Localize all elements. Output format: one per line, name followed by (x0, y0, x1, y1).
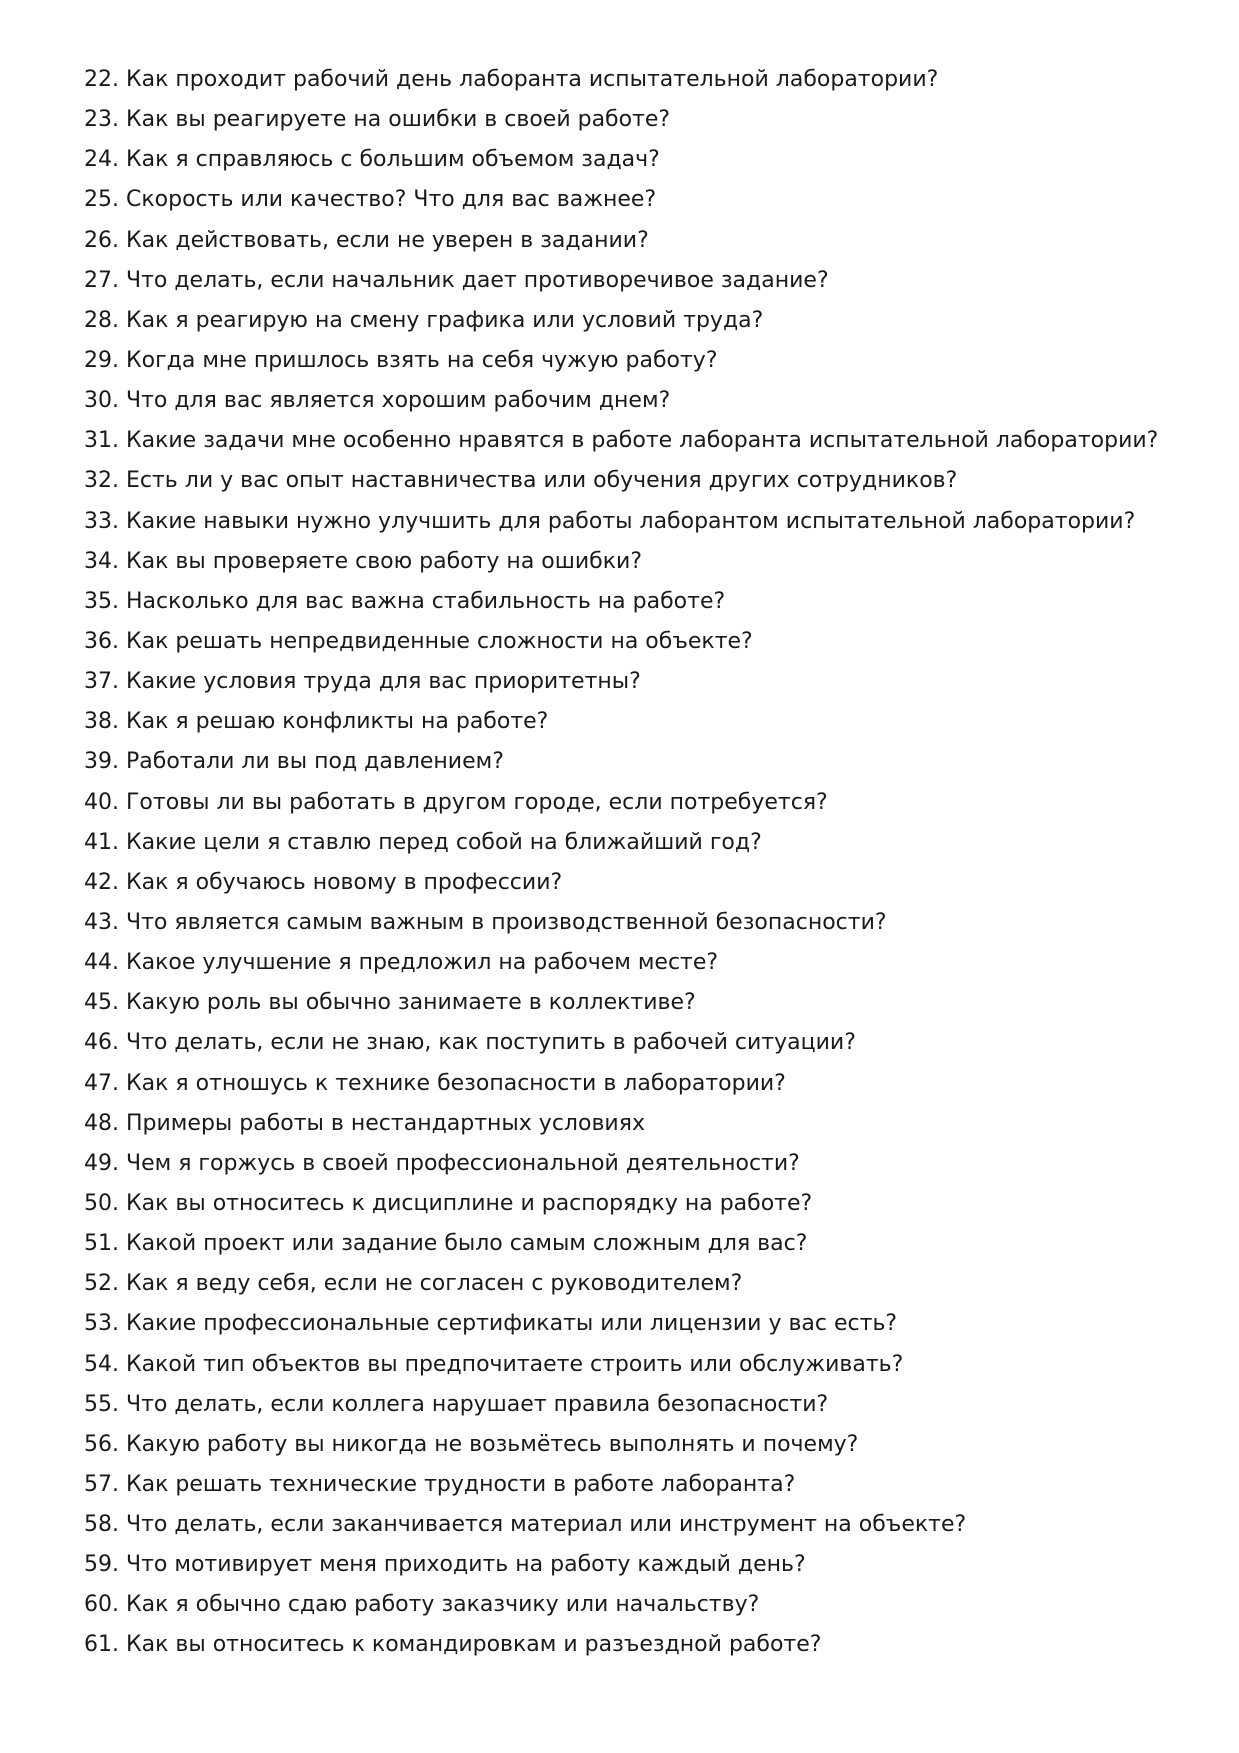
question-item (84, 542, 1158, 582)
question-text: Какой проект или задание было самым сложным для вас? (126, 1231, 808, 1257)
question-text: Что делать, если коллега нарушает правила безопасности? (126, 1391, 829, 1417)
question-item (84, 221, 1158, 261)
question-number: 45. (84, 990, 119, 1016)
question-text: Как вы относитесь к дисциплине и распорядку на работе? (126, 1190, 813, 1216)
question-text: Какие условия труда для вас приоритетны? (126, 669, 641, 695)
question-item (84, 381, 1158, 421)
question-item (84, 943, 1158, 983)
question-text: Насколько для вас важна стабильность на работе? (126, 588, 726, 614)
question-item (84, 1585, 1158, 1625)
question-number: 31. (84, 428, 119, 454)
question-item (84, 1224, 1158, 1264)
question-text: Как вы реагируете на ошибки в своей работе? (126, 107, 671, 133)
question-number: 34. (84, 548, 119, 574)
question-number: 50. (84, 1190, 119, 1216)
question-item (84, 1385, 1158, 1425)
question-item (84, 903, 1158, 943)
question-item (84, 1023, 1158, 1063)
question-number: 29. (84, 347, 119, 373)
question-item (84, 261, 1158, 301)
question-text: Какие цели я ставлю перед собой на ближайший год? (126, 829, 762, 855)
question-item (84, 301, 1158, 341)
question-item (84, 863, 1158, 903)
question-item (84, 622, 1158, 662)
question-text: Как я решаю конфликты на работе? (126, 709, 549, 735)
question-item (84, 1465, 1158, 1505)
question-text: Какие задачи мне особенно нравятся в работе лаборанта испытательной лаборатории? (126, 428, 1159, 454)
question-number: 25. (84, 187, 119, 213)
question-number: 48. (84, 1110, 119, 1136)
question-number: 43. (84, 909, 119, 935)
question-item (84, 582, 1158, 622)
question-number: 59. (84, 1552, 119, 1578)
question-number: 41. (84, 829, 119, 855)
question-number: 42. (84, 869, 119, 895)
question-item (84, 823, 1158, 863)
question-number: 26. (84, 227, 119, 253)
question-text: Как я обычно сдаю работу заказчику или начальству? (126, 1592, 760, 1618)
question-number: 53. (84, 1311, 119, 1337)
question-text: Какие профессиональные сертификаты или лицензии у вас есть? (126, 1311, 898, 1337)
question-text: Когда мне пришлось взять на себя чужую работу? (126, 347, 718, 373)
question-item (84, 1264, 1158, 1304)
question-text: Как решать непредвиденные сложности на объекте? (126, 628, 753, 654)
question-text: Как вы проверяете свою работу на ошибки? (126, 548, 643, 574)
question-number: 38. (84, 709, 119, 735)
question-number: 46. (84, 1030, 119, 1056)
question-text: Чем я горжусь в своей профессиональной деятельности? (126, 1150, 800, 1176)
question-number: 37. (84, 669, 119, 695)
question-item (84, 1064, 1158, 1104)
question-text: Какую роль вы обычно занимаете в коллективе? (126, 990, 696, 1016)
question-text: Какое улучшение я предложил на рабочем месте? (126, 950, 719, 976)
question-item (84, 662, 1158, 702)
question-item (84, 180, 1158, 220)
question-text: Как я веду себя, если не согласен с руководителем? (126, 1271, 743, 1297)
question-item (84, 1304, 1158, 1344)
question-text: Как действовать, если не уверен в задании? (126, 227, 649, 253)
question-text: Есть ли у вас опыт наставничества или обучения других сотрудников? (126, 468, 958, 494)
question-number: 47. (84, 1070, 119, 1096)
question-text: Как я реагирую на смену графика или условий труда? (126, 307, 764, 333)
question-item (84, 1104, 1158, 1144)
question-item (84, 783, 1158, 823)
question-number: 56. (84, 1431, 119, 1457)
question-text: Что делать, если заканчивается материал или инструмент на объекте? (126, 1512, 967, 1538)
question-number: 32. (84, 468, 119, 494)
question-item (84, 1144, 1158, 1184)
question-text: Как вы относитесь к командировкам и разъездной работе? (126, 1632, 822, 1658)
question-item (84, 1184, 1158, 1224)
question-number: 33. (84, 508, 119, 534)
question-text: Готовы ли вы работать в другом городе, если потребуется? (126, 789, 828, 815)
question-item (84, 983, 1158, 1023)
question-number: 49. (84, 1150, 119, 1176)
question-text: Какой тип объектов вы предпочитаете строить или обслуживать? (126, 1351, 904, 1377)
question-text: Как проходит рабочий день лаборанта испытательной лаборатории? (126, 67, 939, 92)
question-number: 35. (84, 588, 119, 614)
question-item (84, 1425, 1158, 1465)
question-item (84, 1625, 1158, 1665)
question-item (84, 502, 1158, 542)
question-item (84, 1345, 1158, 1385)
question-item (84, 702, 1158, 742)
question-text: Как я отношусь к технике безопасности в лаборатории? (126, 1070, 786, 1096)
question-item (84, 461, 1158, 501)
question-text: Что делать, если не знаю, как поступить в рабочей ситуации? (126, 1030, 856, 1056)
question-item (84, 140, 1158, 180)
question-text: Как я обучаюсь новому в профессии? (126, 869, 563, 895)
question-item (84, 100, 1158, 140)
question-text: Что мотивирует меня приходить на работу каждый день? (126, 1552, 806, 1578)
question-number: 54. (84, 1351, 119, 1377)
question-item (84, 1545, 1158, 1585)
question-number: 51. (84, 1231, 119, 1257)
question-number: 55. (84, 1391, 119, 1417)
question-text: Какие навыки нужно улучшить для работы лаборантом испытательной лаборатории? (126, 508, 1136, 534)
question-item (84, 1505, 1158, 1545)
question-number: 24. (84, 147, 119, 173)
question-text: Скорость или качество? Что для вас важнее? (126, 187, 657, 213)
question-number: 58. (84, 1512, 119, 1538)
question-number: 23. (84, 107, 119, 133)
question-text: Работали ли вы под давлением? (126, 749, 504, 775)
question-text: Как решать технические трудности в работе лаборанта? (126, 1471, 796, 1497)
question-number: 28. (84, 307, 119, 333)
question-text: Что является самым важным в производственной безопасности? (126, 909, 887, 935)
question-item (84, 60, 1158, 100)
question-number: 44. (84, 950, 119, 976)
question-number: 36. (84, 628, 119, 654)
question-number: 52. (84, 1271, 119, 1297)
question-number: 60. (84, 1592, 119, 1618)
question-text: Как я справляюсь с большим объемом задач? (126, 147, 660, 173)
question-text: Что делать, если начальник дает противоречивое задание? (126, 267, 829, 293)
question-number: 57. (84, 1471, 119, 1497)
question-item (84, 742, 1158, 782)
question-text: Какую работу вы никогда не возьмётесь выполнять и почему? (126, 1431, 859, 1457)
question-text: Что для вас является хорошим рабочим днем? (126, 388, 671, 414)
question-number: 61. (84, 1632, 119, 1658)
question-list (84, 60, 1158, 1666)
question-number: 30. (84, 388, 119, 414)
question-number: 40. (84, 789, 119, 815)
question-number: 27. (84, 267, 119, 293)
question-item (84, 341, 1158, 381)
question-number: 39. (84, 749, 119, 775)
question-item (84, 421, 1158, 461)
question-number: 22. (84, 67, 119, 92)
question-text: Примеры работы в нестандартных условиях (126, 1110, 645, 1136)
